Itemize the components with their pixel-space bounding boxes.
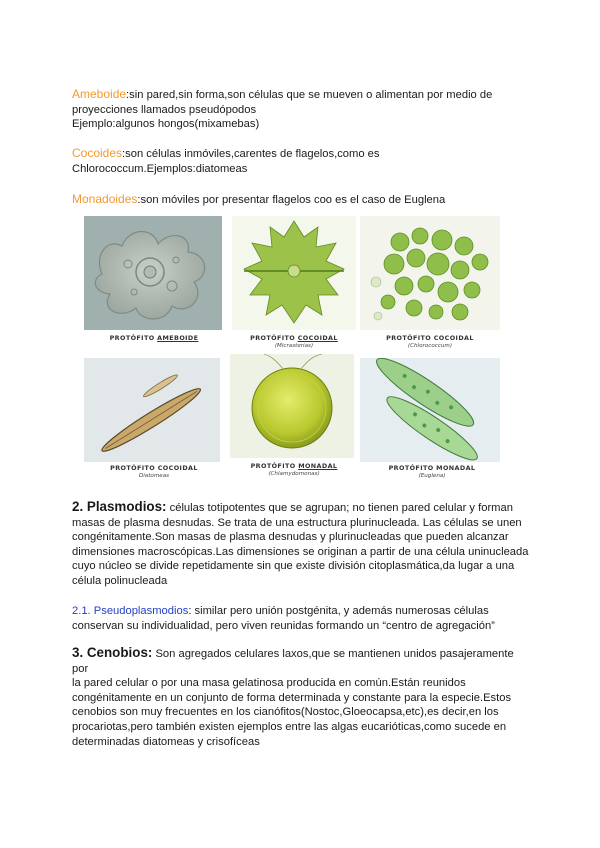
diatomeas-image bbox=[84, 358, 220, 462]
monadoides-text: :son móviles por presentar flagelos coo es el caso de Euglena bbox=[137, 194, 446, 206]
chlamydomonas-image bbox=[230, 354, 354, 458]
plasmodios-line: células totipotentes que se agrupan; no tienen pared celular y forman bbox=[166, 502, 513, 514]
plasmodios-line: congénitamente.Son masas de plasma desnudas y plurinucleadas que pueden alcanzar bbox=[72, 531, 509, 544]
figure-micrasterias bbox=[232, 216, 356, 356]
protofito-figure bbox=[84, 216, 504, 478]
plasmodios-line: célula polinucleada bbox=[72, 574, 168, 587]
monadoides-paragraph bbox=[72, 192, 532, 208]
cenobios-line: cenobios son muy frecuentes en los cianófitos(Nostoc,Gloeocapsa,etc),es decir,en los bbox=[72, 706, 499, 719]
figure-ameboide-caption bbox=[84, 334, 224, 342]
cenobios-line: la pared celular o por una masa gelatinosa producida en común.Están reunidos bbox=[72, 677, 466, 690]
ameboide-paragraph bbox=[72, 87, 532, 132]
figure-chlorococcum bbox=[360, 216, 500, 356]
figure-diatomeas-caption bbox=[84, 464, 224, 479]
plasmodios-line: dimensiones macroscópicas.Las dimensiones se originan a partir de una célula uninucleada bbox=[72, 545, 529, 558]
figure-diatomeas-title-prefix: PROTÓFITO COCOIDAL bbox=[110, 464, 198, 472]
cenobios-paragraph bbox=[72, 646, 532, 749]
cenobios-line: procariotas,pero también existen ejemplos entre las algas eucarióticas,como sucede en bbox=[72, 720, 507, 733]
ameboide-text-line1: :sin pared,sin forma,son células que se mueven o alimentan por medio de bbox=[126, 89, 493, 101]
figure-micrasterias-title-prefix: PROTÓFITO bbox=[250, 334, 298, 342]
figure-euglena-subtitle: (Euglena) bbox=[418, 473, 446, 479]
ameboide-example: Ejemplo:algunos hongos(mixamebas) bbox=[72, 118, 260, 131]
figure-chlamydomonas bbox=[230, 354, 358, 478]
cenobios-line: determinadas diatomeas y crisofíceas bbox=[72, 735, 260, 748]
ameboide-text-line2: proyecciones llamados pseudópodos bbox=[72, 103, 257, 116]
figure-chlorococcum-subtitle: (Chlorococcum) bbox=[407, 343, 453, 349]
figure-chlamydomonas-subtitle: (Chlamydomonas) bbox=[268, 471, 320, 477]
cocoides-text-line1: :son células inmóviles,carentes de flagelos,como es bbox=[122, 148, 380, 160]
plasmodios-paragraph bbox=[72, 500, 532, 589]
figure-chlamydomonas-title-under: MONADAL bbox=[298, 462, 338, 470]
figure-chlamydomonas-caption bbox=[230, 462, 358, 477]
euglena-image bbox=[360, 358, 500, 462]
figure-ameboide bbox=[84, 216, 224, 346]
chlorococcum-image bbox=[360, 216, 500, 330]
figure-chlamydomonas-title-prefix: PROTÓFITO bbox=[250, 462, 299, 470]
cocoides-text-line2: Chlorococcum.Ejemplos:diatomeas bbox=[72, 162, 248, 175]
figure-micrasterias-title-under: COCOIDAL bbox=[297, 334, 338, 342]
figure-chlorococcum-title-prefix: PROTÓFITO COCOIDAL bbox=[386, 334, 474, 342]
figure-euglena-title-prefix: PROTÓFITO MONADAL bbox=[388, 464, 476, 472]
plasmodios-heading: 2. Plasmodios: bbox=[72, 499, 167, 514]
figure-micrasterias-subtitle: (Micrasterias) bbox=[274, 343, 314, 349]
monadoides-term: Monadoides bbox=[72, 192, 138, 206]
figure-chlorococcum-caption bbox=[360, 334, 500, 349]
ameboide-term: Ameboide bbox=[72, 87, 127, 101]
figure-ameboide-title-under: AMEBOIDE bbox=[157, 334, 199, 342]
cenobios-line: Son agregados celulares laxos,que se mantienen unidos pasajeramente por bbox=[72, 648, 514, 675]
figure-diatomeas-subtitle: Diatomeas bbox=[138, 473, 170, 479]
figure-euglena-caption bbox=[360, 464, 504, 479]
micrasterias-image bbox=[232, 216, 356, 330]
ameboide-image bbox=[84, 216, 222, 330]
pseudoplasmodios-line: conservan su individualidad, pero viven reunidas formando un “centro de agregación” bbox=[72, 619, 495, 632]
cocoides-term: Cocoides bbox=[72, 146, 123, 160]
cenobios-line: congénitamente en un conjunto de forma determinada y constante para la especie.Estos bbox=[72, 691, 512, 704]
figure-ameboide-title-prefix: PROTÓFITO bbox=[109, 334, 158, 342]
pseudoplasmodios-paragraph bbox=[72, 604, 532, 633]
figure-euglena bbox=[360, 358, 504, 478]
plasmodios-line: cuyo núcleo se divide repetidamente sin que existe división citoplasmática,da lugar a una bbox=[72, 560, 515, 573]
figure-diatomeas bbox=[84, 358, 224, 478]
figure-micrasterias-caption bbox=[232, 334, 356, 349]
cocoides-paragraph bbox=[72, 146, 532, 176]
pseudoplasmodios-heading: 2.1. Pseudoplasmodios bbox=[72, 605, 189, 617]
cenobios-heading: 3. Cenobios: bbox=[72, 645, 153, 660]
plasmodios-line: masas de plasma desnudas. Se trata de una estructura plurinucleada. Las células se unen bbox=[72, 516, 522, 529]
pseudoplasmodios-line: : similar pero unión postgénita, y además numerosas células bbox=[188, 605, 489, 617]
